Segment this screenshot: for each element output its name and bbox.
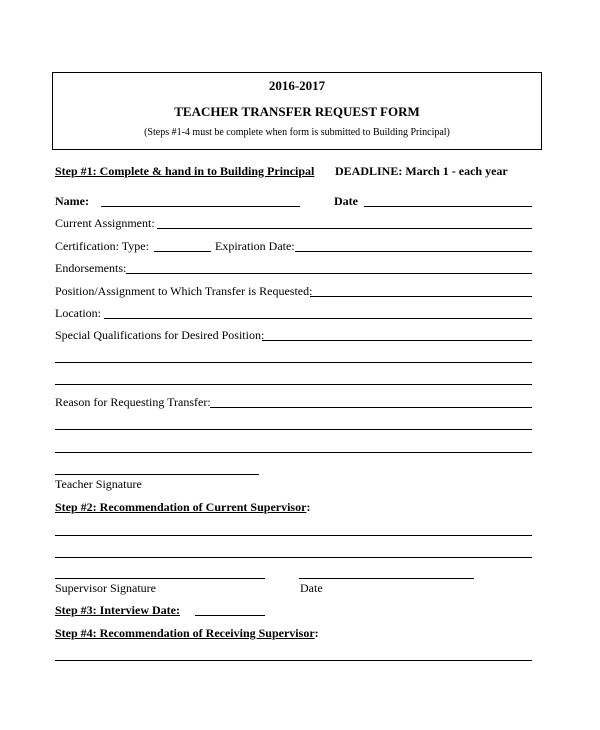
- current-supervisor-recommendation-line-2[interactable]: [55, 557, 532, 558]
- step4-colon: :: [314, 626, 319, 640]
- interview-date-field[interactable]: [195, 615, 265, 616]
- step4-heading-row: [55, 626, 319, 640]
- date-label: Date: [334, 194, 358, 208]
- supervisor-signature-field[interactable]: [55, 578, 265, 579]
- expiration-date-field[interactable]: [295, 251, 532, 252]
- name-field[interactable]: [101, 206, 300, 207]
- endorsements-label: Endorsements:: [55, 261, 127, 275]
- supervisor-date-label: Date: [300, 581, 323, 595]
- certification-type-label: Certification: Type:: [55, 239, 149, 253]
- step3-heading: Step #3: Interview Date:: [55, 603, 180, 617]
- teacher-signature-label: Teacher Signature: [55, 477, 142, 491]
- reason-label: Reason for Requesting Transfer:: [55, 395, 211, 409]
- current-supervisor-recommendation-line-1[interactable]: [55, 535, 532, 536]
- form-title: TEACHER TRANSFER REQUEST FORM: [174, 104, 420, 119]
- qualifications-label: Special Qualifications for Desired Position:: [55, 328, 265, 342]
- qualifications-field[interactable]: [262, 340, 532, 341]
- location-field[interactable]: [104, 318, 532, 319]
- step1-heading: Step #1: Complete & hand in to Building Principal: [55, 164, 315, 178]
- step2-colon: :: [306, 500, 311, 514]
- teacher-signature-field[interactable]: [55, 474, 259, 475]
- deadline-text: DEADLINE: March 1 - each year: [335, 164, 508, 178]
- supervisor-signature-label: Supervisor Signature: [55, 581, 156, 595]
- location-label: Location:: [55, 306, 101, 320]
- reason-field[interactable]: [210, 407, 532, 408]
- form-header-box: [52, 72, 542, 150]
- position-field[interactable]: [310, 296, 532, 297]
- current-assignment-label: Current Assignment:: [55, 216, 155, 230]
- current-assignment-field[interactable]: [157, 228, 532, 229]
- step2-heading: Step #2: Recommendation of Current Supervisor: [55, 500, 307, 514]
- expiration-date-label: Expiration Date:: [215, 239, 295, 253]
- receiving-supervisor-recommendation-line-1[interactable]: [55, 660, 532, 661]
- qualifications-field-line-2[interactable]: [55, 362, 532, 363]
- reason-field-line-2[interactable]: [55, 429, 532, 430]
- supervisor-date-field[interactable]: [299, 578, 474, 579]
- position-label: Position/Assignment to Which Transfer is Requested:: [55, 284, 313, 298]
- reason-field-line-3[interactable]: [55, 452, 532, 453]
- qualifications-field-line-3[interactable]: [55, 384, 532, 385]
- endorsements-field[interactable]: [126, 273, 532, 274]
- form-note: (Steps #1-4 must be complete when form is submitted to Building Principal): [144, 127, 450, 138]
- form-year: 2016-2017: [268, 78, 326, 93]
- date-field[interactable]: [364, 206, 532, 207]
- step4-heading: Step #4: Recommendation of Receiving Supervisor: [55, 626, 315, 640]
- name-label: Name:: [55, 194, 89, 208]
- step2-heading-row: [55, 500, 310, 514]
- certification-type-field[interactable]: [154, 251, 211, 252]
